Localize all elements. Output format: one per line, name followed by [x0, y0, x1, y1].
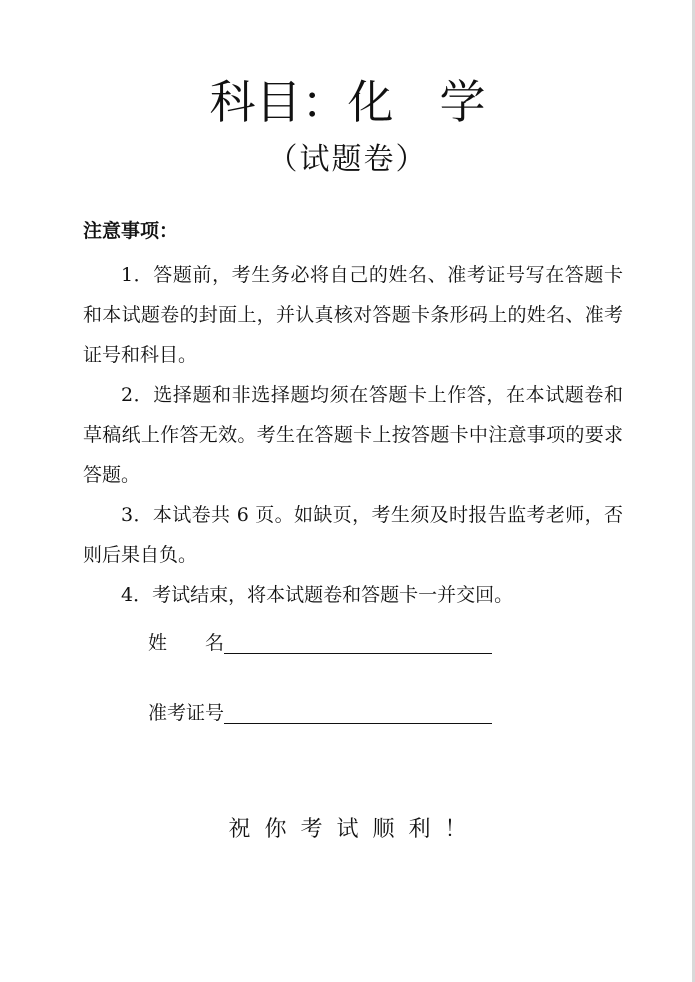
notice-item-1: 1．答题前，考生务必将自己的姓名、准考证号写在答题卡和本试题卷的封面上，并认真核对答题卡条形码上的姓名、准考证号和科目。 [83, 264, 623, 366]
name-row [148, 628, 492, 658]
name-label: 姓 名 [148, 632, 225, 654]
exam-id-field-line[interactable] [224, 699, 492, 724]
exam-id-row [148, 698, 492, 728]
notice-item-2: 2．选择题和非选择题均须在答题卡上作答，在本试题卷和草稿纸上作答无效。考生在答题卡上按答题卡中注意事项的要求答题。 [83, 384, 623, 486]
notice-heading: 注意事项： [83, 220, 179, 242]
page-title: 科目：化 学 [209, 75, 486, 129]
notice-item-3: 3．本试卷共 6 页。如缺页，考生须及时报告监考老师，否则后果自负。 [83, 504, 623, 566]
blessing-text: 祝你考试顺利！ [228, 817, 481, 842]
name-field-line[interactable] [224, 629, 492, 654]
notice-item-4: 4．考试结束，将本试题卷和答题卡一并交回。 [121, 584, 514, 606]
page-subtitle: （试题卷） [267, 142, 428, 177]
notice-body [83, 255, 623, 615]
exam-id-label: 准考证号 [148, 702, 225, 724]
